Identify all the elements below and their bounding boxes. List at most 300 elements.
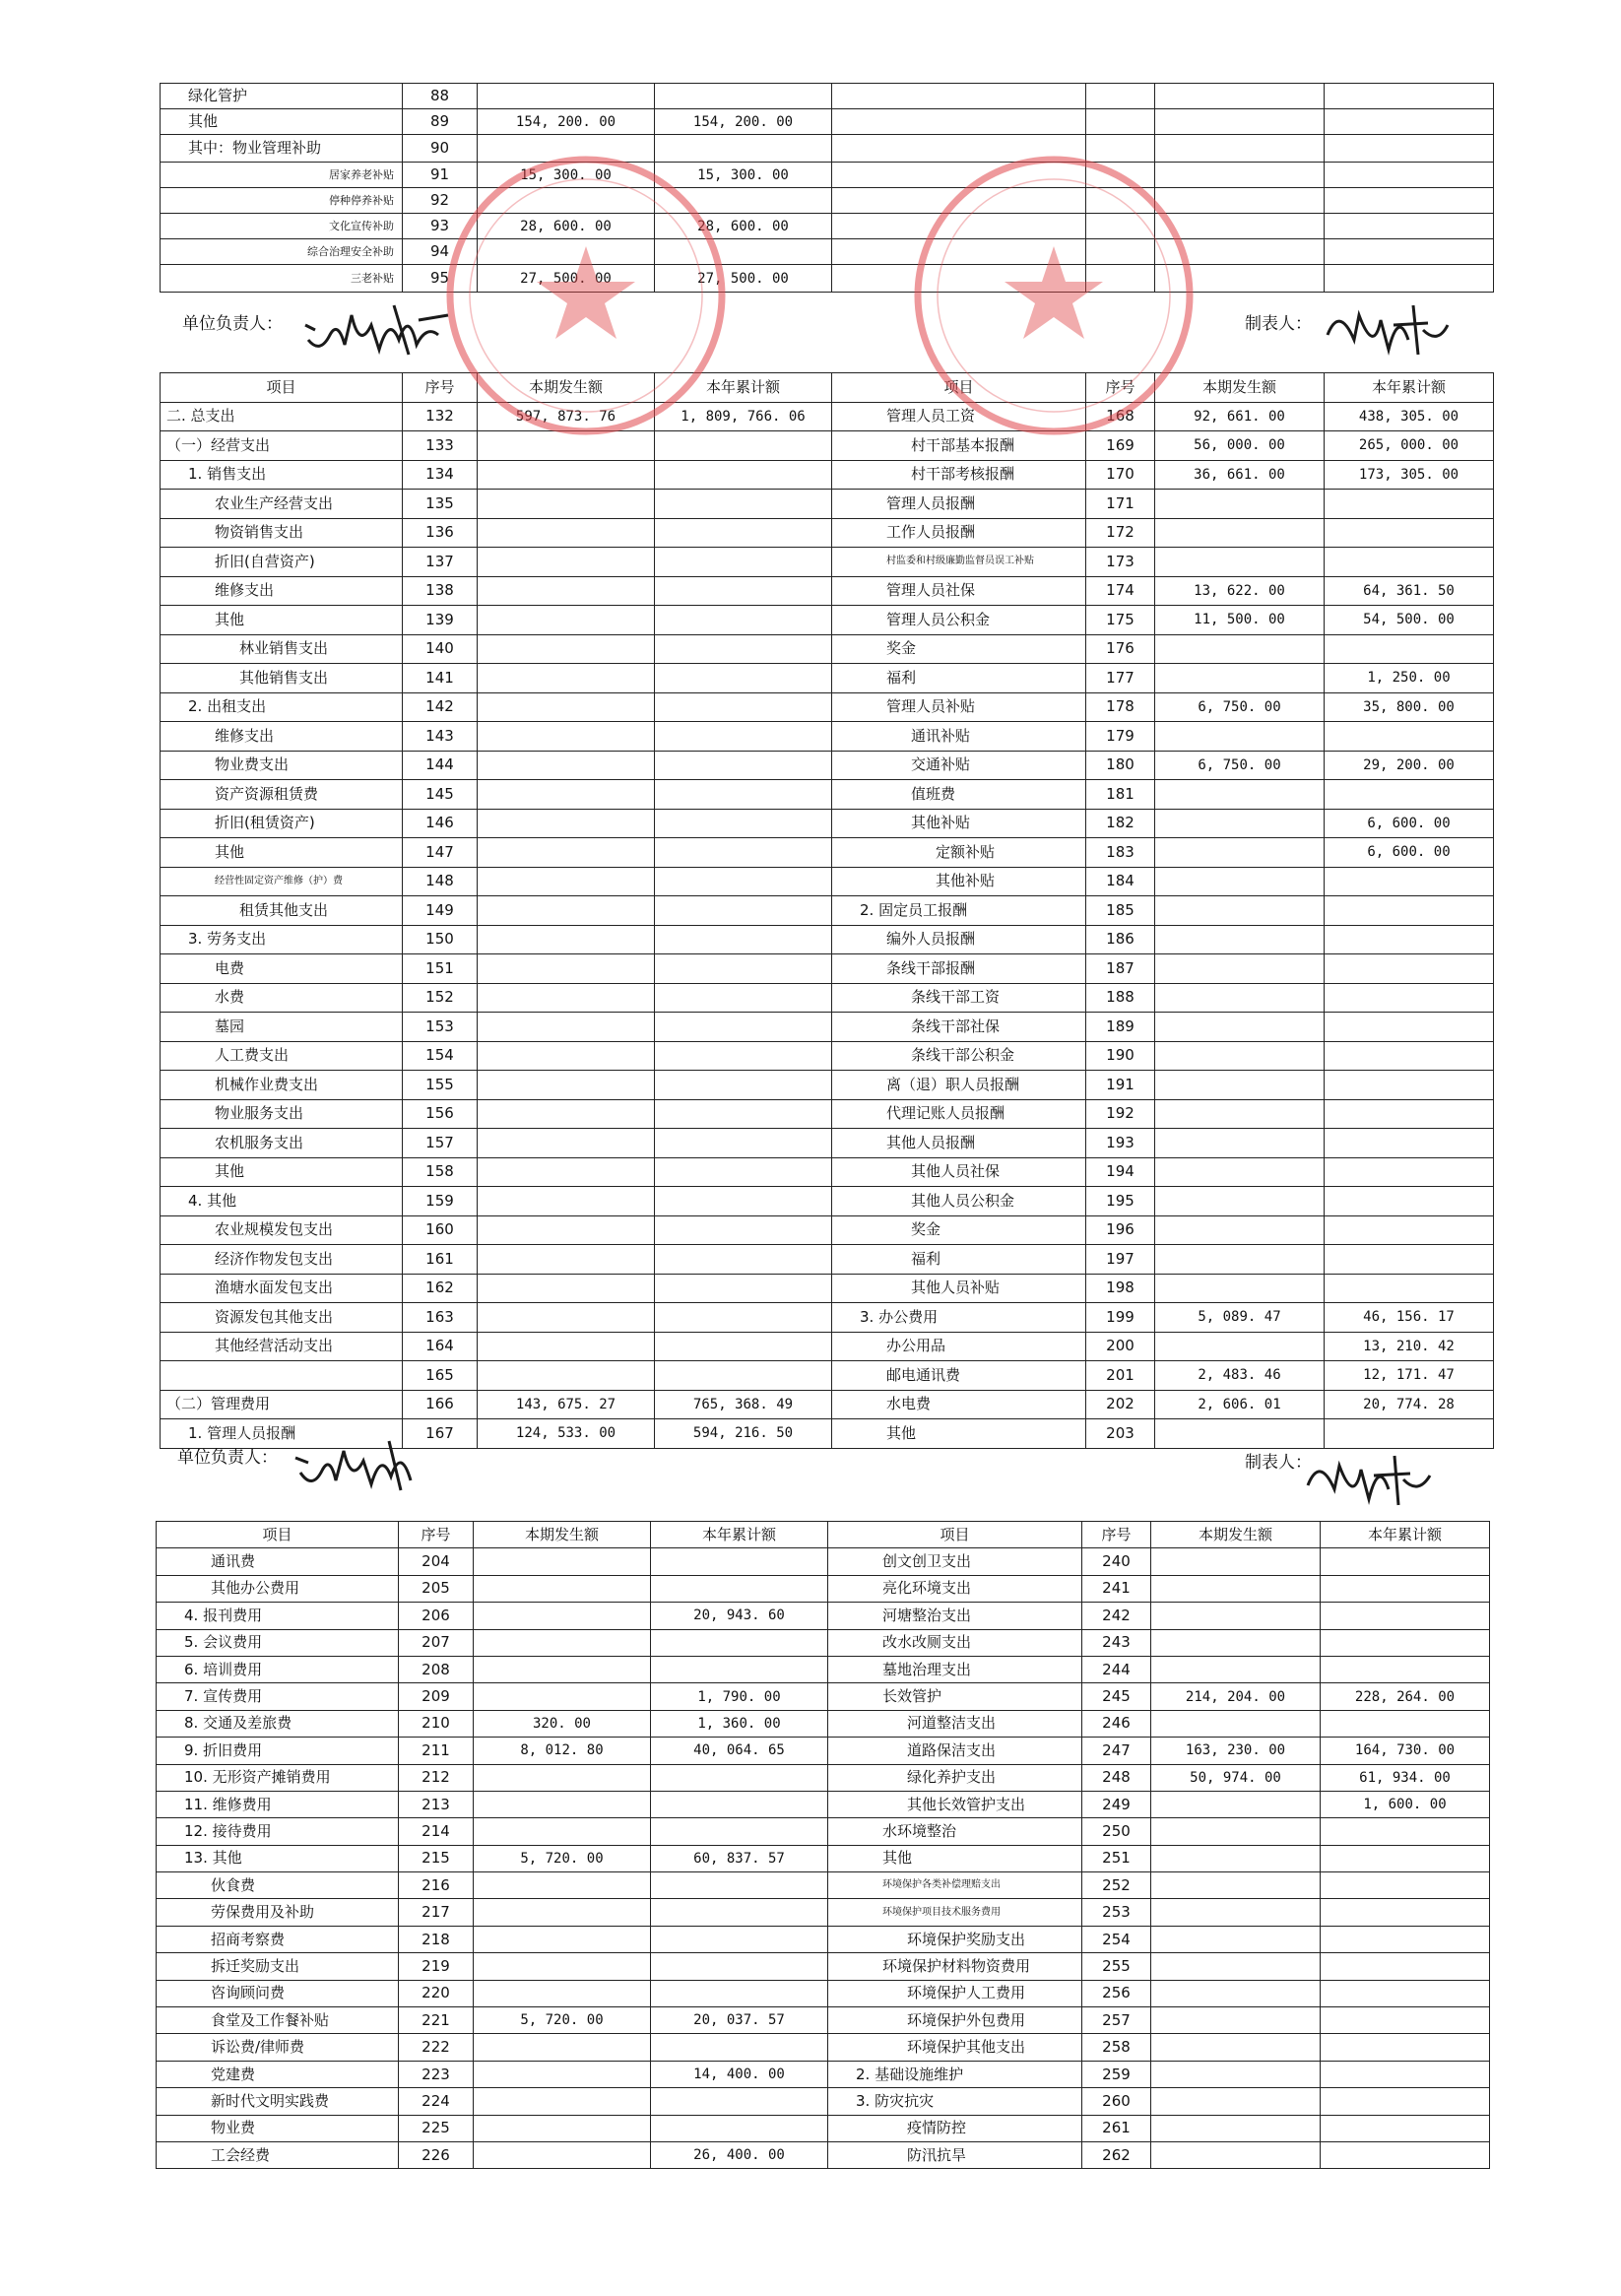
right-current-amount-cell xyxy=(1151,1710,1321,1737)
left-item-cell: 9. 折旧费用 xyxy=(157,1738,399,1764)
left-item-cell: 11. 维修费用 xyxy=(157,1791,399,1817)
empty-cell xyxy=(832,214,1086,239)
left-ytd-amount-cell: 1, 809, 766. 06 xyxy=(655,402,832,431)
left-current-amount-cell xyxy=(478,1361,655,1391)
right-item-cell: 工作人员报酬 xyxy=(832,518,1086,548)
left-item-cell: 其他 xyxy=(161,1157,403,1187)
left-item-cell: 咨询顾问费 xyxy=(157,1980,399,2006)
right-ytd-amount-cell xyxy=(1325,1129,1494,1158)
right-current-amount-cell xyxy=(1155,1041,1325,1071)
left-ytd-amount-cell xyxy=(651,1899,828,1926)
right-item-cell: 管理人员补贴 xyxy=(832,692,1086,722)
empty-cell xyxy=(1325,265,1494,293)
left-seq-cell: 138 xyxy=(403,576,478,606)
right-ytd-amount-cell: 1, 250. 00 xyxy=(1325,664,1494,693)
right-ytd-amount-cell: 46, 156. 17 xyxy=(1325,1303,1494,1333)
right-seq-cell: 178 xyxy=(1086,692,1155,722)
right-ytd-amount-cell xyxy=(1321,1548,1490,1575)
left-ytd-amount-cell: 594, 216. 50 xyxy=(655,1419,832,1449)
empty-cell xyxy=(1325,163,1494,188)
right-current-amount-cell xyxy=(1155,1187,1325,1216)
right-seq-cell: 187 xyxy=(1086,954,1155,984)
left-current-amount-cell xyxy=(474,2061,651,2087)
left-ytd-amount-cell xyxy=(651,1980,828,2006)
right-ytd-amount-cell: 20, 774. 28 xyxy=(1325,1390,1494,1419)
current-amount-cell xyxy=(478,135,655,163)
left-current-amount-cell xyxy=(478,518,655,548)
right-current-amount-cell: 2, 483. 46 xyxy=(1155,1361,1325,1391)
empty-cell xyxy=(1155,265,1325,293)
empty-cell xyxy=(832,265,1086,293)
right-seq-cell: 249 xyxy=(1082,1791,1151,1817)
left-item-cell: 13. 其他 xyxy=(157,1845,399,1871)
left-current-amount-cell xyxy=(474,2034,651,2061)
left-current-amount-cell xyxy=(478,490,655,519)
right-ytd-amount-cell: 1, 600. 00 xyxy=(1321,1791,1490,1817)
right-seq-cell: 244 xyxy=(1082,1656,1151,1682)
right-seq-cell: 240 xyxy=(1082,1548,1151,1575)
left-item-cell: 6. 培训费用 xyxy=(157,1656,399,1682)
right-item-cell: 其他人员补贴 xyxy=(832,1274,1086,1303)
left-current-amount-cell xyxy=(474,1872,651,1899)
current-amount-cell: 15, 300. 00 xyxy=(478,163,655,188)
left-ytd-amount-cell xyxy=(655,431,832,461)
left-seq-cell: 152 xyxy=(403,983,478,1013)
right-seq-cell: 168 xyxy=(1086,402,1155,431)
empty-cell xyxy=(1155,135,1325,163)
right-seq-cell: 182 xyxy=(1086,809,1155,838)
left-ytd-amount-cell: 40, 064. 65 xyxy=(651,1738,828,1764)
right-item-cell: 亮化环境支出 xyxy=(828,1575,1082,1602)
table-row xyxy=(157,1926,1490,1952)
right-seq-cell: 200 xyxy=(1086,1332,1155,1361)
right-current-amount-cell xyxy=(1155,983,1325,1013)
right-ytd-amount-cell xyxy=(1325,1274,1494,1303)
right-ytd-amount-cell: 6, 600. 00 xyxy=(1325,809,1494,838)
left-item-cell: 1. 管理人员报酬 xyxy=(161,1419,403,1449)
left-seq-cell: 154 xyxy=(403,1041,478,1071)
right-current-amount-cell xyxy=(1155,1332,1325,1361)
right-seq-cell: 241 xyxy=(1082,1575,1151,1602)
right-item-cell: 长效管护 xyxy=(828,1683,1082,1710)
right-current-amount-cell xyxy=(1151,1899,1321,1926)
table-row xyxy=(161,722,1494,752)
left-ytd-amount-cell xyxy=(655,751,832,780)
left-ytd-amount-cell xyxy=(651,1656,828,1682)
right-current-amount-cell xyxy=(1155,634,1325,664)
right-seq-cell: 186 xyxy=(1086,925,1155,954)
left-item-cell: 其他 xyxy=(161,838,403,868)
table-row xyxy=(161,84,1494,109)
right-item-cell: 疫情防控 xyxy=(828,2115,1082,2141)
left-item-cell: 3. 劳务支出 xyxy=(161,925,403,954)
left-seq-cell: 215 xyxy=(399,1845,474,1871)
unit-head-label-1: 单位负责人： xyxy=(182,314,283,334)
right-seq-cell: 251 xyxy=(1082,1845,1151,1871)
left-seq-cell: 133 xyxy=(403,431,478,461)
right-current-amount-cell xyxy=(1151,1629,1321,1656)
left-ytd-amount-cell xyxy=(655,809,832,838)
table-row xyxy=(161,606,1494,635)
left-ytd-amount-cell xyxy=(655,896,832,926)
left-seq-cell: 150 xyxy=(403,925,478,954)
table-row xyxy=(161,664,1494,693)
header-cur-left: 本期发生额 xyxy=(478,373,655,403)
header-ytd-right: 本年累计额 xyxy=(1321,1522,1490,1548)
left-ytd-amount-cell xyxy=(651,1764,828,1791)
right-current-amount-cell xyxy=(1155,838,1325,868)
left-seq-cell: 139 xyxy=(403,606,478,635)
left-item-cell: 电费 xyxy=(161,954,403,984)
left-current-amount-cell: 143, 675. 27 xyxy=(478,1390,655,1419)
right-current-amount-cell xyxy=(1151,1656,1321,1682)
right-current-amount-cell: 2, 606. 01 xyxy=(1155,1390,1325,1419)
left-item-cell: 折旧(租赁资产) xyxy=(161,809,403,838)
table-row xyxy=(157,1656,1490,1682)
right-ytd-amount-cell: 6, 600. 00 xyxy=(1325,838,1494,868)
right-current-amount-cell: 6, 750. 00 xyxy=(1155,692,1325,722)
seq-cell: 88 xyxy=(403,84,478,109)
empty-cell xyxy=(1086,214,1155,239)
right-current-amount-cell xyxy=(1155,1274,1325,1303)
preparer-signature-2 xyxy=(1300,1448,1438,1512)
right-current-amount-cell: 5, 089. 47 xyxy=(1155,1303,1325,1333)
right-current-amount-cell xyxy=(1151,1980,1321,2006)
left-ytd-amount-cell xyxy=(655,954,832,984)
left-seq-cell: 134 xyxy=(403,460,478,490)
table-row xyxy=(157,1791,1490,1817)
left-seq-cell: 219 xyxy=(399,1953,474,1980)
right-current-amount-cell: 13, 622. 00 xyxy=(1155,576,1325,606)
left-ytd-amount-cell xyxy=(655,1013,832,1042)
right-item-cell: 水电费 xyxy=(832,1390,1086,1419)
right-item-cell: 环境保护其他支出 xyxy=(828,2034,1082,2061)
top-table-body xyxy=(161,84,1494,293)
right-current-amount-cell xyxy=(1151,2115,1321,2141)
preparer-label-1: 制表人： xyxy=(1245,314,1312,334)
right-seq-cell: 199 xyxy=(1086,1303,1155,1333)
left-current-amount-cell xyxy=(478,925,655,954)
right-ytd-amount-cell xyxy=(1321,1710,1490,1737)
right-ytd-amount-cell xyxy=(1325,1245,1494,1275)
right-ytd-amount-cell xyxy=(1321,2115,1490,2141)
table-row xyxy=(161,1245,1494,1275)
table-row xyxy=(161,163,1494,188)
right-ytd-amount-cell xyxy=(1325,518,1494,548)
empty-cell xyxy=(832,109,1086,135)
left-seq-cell: 216 xyxy=(399,1872,474,1899)
left-current-amount-cell xyxy=(478,722,655,752)
right-ytd-amount-cell xyxy=(1325,1157,1494,1187)
left-current-amount-cell xyxy=(478,1303,655,1333)
left-item-cell: 通讯费 xyxy=(157,1548,399,1575)
header-seq-left: 序号 xyxy=(399,1522,474,1548)
left-current-amount-cell xyxy=(474,1629,651,1656)
item-cell: 绿化管护 xyxy=(161,84,403,109)
header-cur-left: 本期发生额 xyxy=(474,1522,651,1548)
right-ytd-amount-cell xyxy=(1325,1013,1494,1042)
table-row xyxy=(161,1303,1494,1333)
right-ytd-amount-cell xyxy=(1325,1071,1494,1100)
table-row xyxy=(161,1361,1494,1391)
right-seq-cell: 262 xyxy=(1082,2141,1151,2168)
right-item-cell: 河塘整治支出 xyxy=(828,1603,1082,1629)
right-ytd-amount-cell: 13, 210. 42 xyxy=(1325,1332,1494,1361)
right-item-cell: 条线干部公积金 xyxy=(832,1041,1086,1071)
left-seq-cell: 136 xyxy=(403,518,478,548)
empty-cell xyxy=(1325,109,1494,135)
table-row xyxy=(157,1629,1490,1656)
empty-cell xyxy=(1155,239,1325,265)
right-current-amount-cell xyxy=(1155,1013,1325,1042)
table-row xyxy=(161,809,1494,838)
table-row xyxy=(161,1099,1494,1129)
left-current-amount-cell xyxy=(474,1899,651,1926)
left-current-amount-cell xyxy=(474,2088,651,2115)
right-item-cell: 环境保护外包费用 xyxy=(828,2007,1082,2034)
seq-cell: 90 xyxy=(403,135,478,163)
left-current-amount-cell xyxy=(478,954,655,984)
table-row xyxy=(157,1603,1490,1629)
left-ytd-amount-cell xyxy=(655,1274,832,1303)
header-item-right: 项目 xyxy=(832,373,1086,403)
table-row xyxy=(161,1071,1494,1100)
right-ytd-amount-cell xyxy=(1321,1899,1490,1926)
right-current-amount-cell xyxy=(1151,2088,1321,2115)
table-row xyxy=(161,1041,1494,1071)
table-row xyxy=(161,109,1494,135)
right-current-amount-cell xyxy=(1151,1791,1321,1817)
right-item-cell: 环境保护各类补偿理赔支出 xyxy=(828,1872,1082,1899)
left-seq-cell: 213 xyxy=(399,1791,474,1817)
left-ytd-amount-cell xyxy=(655,518,832,548)
right-item-cell: 墓地治理支出 xyxy=(828,1656,1082,1682)
right-ytd-amount-cell: 54, 500. 00 xyxy=(1325,606,1494,635)
right-seq-cell: 183 xyxy=(1086,838,1155,868)
left-item-cell: 林业销售支出 xyxy=(161,634,403,664)
header-item-left: 项目 xyxy=(157,1522,399,1548)
right-ytd-amount-cell: 12, 171. 47 xyxy=(1325,1361,1494,1391)
right-seq-cell: 245 xyxy=(1082,1683,1151,1710)
left-ytd-amount-cell xyxy=(655,1041,832,1071)
right-item-cell: 绿化养护支出 xyxy=(828,1764,1082,1791)
right-seq-cell: 172 xyxy=(1086,518,1155,548)
table-row xyxy=(161,135,1494,163)
left-current-amount-cell xyxy=(474,1980,651,2006)
current-amount-cell: 154, 200. 00 xyxy=(478,109,655,135)
ytd-amount-cell: 28, 600. 00 xyxy=(655,214,832,239)
right-seq-cell: 177 xyxy=(1086,664,1155,693)
right-seq-cell: 173 xyxy=(1086,548,1155,577)
right-seq-cell: 193 xyxy=(1086,1129,1155,1158)
right-current-amount-cell xyxy=(1155,1215,1325,1245)
item-cell: 文化宣传补助 xyxy=(161,214,403,239)
empty-cell xyxy=(1086,265,1155,293)
right-current-amount-cell xyxy=(1155,664,1325,693)
table-row xyxy=(157,2115,1490,2141)
left-current-amount-cell xyxy=(478,751,655,780)
right-item-cell: 奖金 xyxy=(832,634,1086,664)
table-row xyxy=(161,548,1494,577)
left-ytd-amount-cell xyxy=(655,664,832,693)
left-item-cell: 7. 宣传费用 xyxy=(157,1683,399,1710)
right-seq-cell: 243 xyxy=(1082,1629,1151,1656)
right-seq-cell: 192 xyxy=(1086,1099,1155,1129)
left-current-amount-cell xyxy=(478,431,655,461)
table-row xyxy=(161,402,1494,431)
left-current-amount-cell xyxy=(478,1157,655,1187)
right-ytd-amount-cell: 265, 000. 00 xyxy=(1325,431,1494,461)
header-item-right: 项目 xyxy=(828,1522,1082,1548)
right-ytd-amount-cell xyxy=(1325,954,1494,984)
right-seq-cell: 202 xyxy=(1086,1390,1155,1419)
left-current-amount-cell xyxy=(478,664,655,693)
left-current-amount-cell xyxy=(478,1215,655,1245)
current-amount-cell: 27, 500. 00 xyxy=(478,265,655,293)
right-current-amount-cell: 56, 000. 00 xyxy=(1155,431,1325,461)
left-item-cell: （二）管理费用 xyxy=(161,1390,403,1419)
ytd-amount-cell xyxy=(655,239,832,265)
right-item-cell: 值班费 xyxy=(832,780,1086,810)
empty-cell xyxy=(1086,163,1155,188)
right-item-cell: 条线干部报酬 xyxy=(832,954,1086,984)
left-item-cell: 二. 总支出 xyxy=(161,402,403,431)
right-current-amount-cell xyxy=(1155,780,1325,810)
left-item-cell xyxy=(161,1361,403,1391)
left-current-amount-cell xyxy=(478,1187,655,1216)
table-row xyxy=(157,1683,1490,1710)
table-row xyxy=(157,1980,1490,2006)
header-ytd-left: 本年累计额 xyxy=(651,1522,828,1548)
right-item-cell: 水环境整治 xyxy=(828,1818,1082,1845)
table-row xyxy=(161,1129,1494,1158)
empty-cell xyxy=(1325,135,1494,163)
right-item-cell: 定额补贴 xyxy=(832,838,1086,868)
left-seq-cell: 205 xyxy=(399,1575,474,1602)
left-item-cell: 12. 接待费用 xyxy=(157,1818,399,1845)
right-item-cell: 管理人员工资 xyxy=(832,402,1086,431)
empty-cell xyxy=(1086,239,1155,265)
expense-table-2-body xyxy=(157,1522,1490,2169)
left-item-cell: 党建费 xyxy=(157,2061,399,2087)
left-seq-cell: 153 xyxy=(403,1013,478,1042)
empty-cell xyxy=(1155,188,1325,214)
right-seq-cell: 252 xyxy=(1082,1872,1151,1899)
left-current-amount-cell xyxy=(478,1245,655,1275)
current-amount-cell xyxy=(478,239,655,265)
left-current-amount-cell xyxy=(474,1683,651,1710)
right-current-amount-cell xyxy=(1155,1419,1325,1449)
left-seq-cell: 222 xyxy=(399,2034,474,2061)
right-current-amount-cell xyxy=(1155,809,1325,838)
right-current-amount-cell xyxy=(1155,1099,1325,1129)
right-current-amount-cell xyxy=(1155,1129,1325,1158)
table-row xyxy=(161,1332,1494,1361)
top-table xyxy=(160,83,1494,293)
right-current-amount-cell: 36, 661. 00 xyxy=(1155,460,1325,490)
left-current-amount-cell xyxy=(478,548,655,577)
left-current-amount-cell: 124, 533. 00 xyxy=(478,1419,655,1449)
expense-table-2 xyxy=(156,1521,1490,2169)
right-ytd-amount-cell: 29, 200. 00 xyxy=(1325,751,1494,780)
table-row xyxy=(157,1764,1490,1791)
right-item-cell: 其他 xyxy=(828,1845,1082,1871)
seq-cell: 93 xyxy=(403,214,478,239)
table-row xyxy=(157,1872,1490,1899)
right-current-amount-cell xyxy=(1151,1845,1321,1871)
left-item-cell: 租赁其他支出 xyxy=(161,896,403,926)
empty-cell xyxy=(1325,84,1494,109)
right-current-amount-cell xyxy=(1155,722,1325,752)
left-current-amount-cell xyxy=(474,2141,651,2168)
table-row xyxy=(161,1390,1494,1419)
table-row xyxy=(161,239,1494,265)
right-ytd-amount-cell xyxy=(1321,1926,1490,1952)
table-row xyxy=(157,1548,1490,1575)
header-item-left: 项目 xyxy=(161,373,403,403)
left-item-cell: 8. 交通及差旅费 xyxy=(157,1710,399,1737)
left-ytd-amount-cell xyxy=(655,1099,832,1129)
left-seq-cell: 132 xyxy=(403,402,478,431)
right-current-amount-cell: 92, 661. 00 xyxy=(1155,402,1325,431)
right-item-cell: 河道整洁支出 xyxy=(828,1710,1082,1737)
right-item-cell: 福利 xyxy=(832,664,1086,693)
right-seq-cell: 246 xyxy=(1082,1710,1151,1737)
right-current-amount-cell xyxy=(1151,2007,1321,2034)
left-seq-cell: 167 xyxy=(403,1419,478,1449)
left-ytd-amount-cell xyxy=(651,1926,828,1952)
left-seq-cell: 163 xyxy=(403,1303,478,1333)
table-row xyxy=(161,1215,1494,1245)
right-current-amount-cell xyxy=(1155,1071,1325,1100)
table-row xyxy=(161,751,1494,780)
right-item-cell: 其他 xyxy=(832,1419,1086,1449)
left-seq-cell: 211 xyxy=(399,1738,474,1764)
left-ytd-amount-cell: 1, 790. 00 xyxy=(651,1683,828,1710)
right-item-cell: 其他人员报酬 xyxy=(832,1129,1086,1158)
left-seq-cell: 225 xyxy=(399,2115,474,2141)
right-ytd-amount-cell xyxy=(1321,1603,1490,1629)
left-current-amount-cell xyxy=(474,1656,651,1682)
left-ytd-amount-cell: 1, 360. 00 xyxy=(651,1710,828,1737)
right-seq-cell: 191 xyxy=(1086,1071,1155,1100)
right-seq-cell: 250 xyxy=(1082,1818,1151,1845)
left-seq-cell: 142 xyxy=(403,692,478,722)
right-current-amount-cell xyxy=(1155,548,1325,577)
left-current-amount-cell xyxy=(474,1603,651,1629)
right-ytd-amount-cell xyxy=(1325,548,1494,577)
table-row xyxy=(161,867,1494,896)
right-item-cell: 村干部考核报酬 xyxy=(832,460,1086,490)
left-ytd-amount-cell: 765, 368. 49 xyxy=(655,1390,832,1419)
right-item-cell: 邮电通讯费 xyxy=(832,1361,1086,1391)
right-item-cell: 编外人员报酬 xyxy=(832,925,1086,954)
table-row xyxy=(157,1710,1490,1737)
table-row xyxy=(161,838,1494,868)
left-item-cell: 农业规模发包支出 xyxy=(161,1215,403,1245)
left-seq-cell: 137 xyxy=(403,548,478,577)
right-ytd-amount-cell xyxy=(1321,1818,1490,1845)
left-seq-cell: 209 xyxy=(399,1683,474,1710)
left-ytd-amount-cell xyxy=(655,576,832,606)
table-row xyxy=(157,1899,1490,1926)
left-seq-cell: 144 xyxy=(403,751,478,780)
ytd-amount-cell xyxy=(655,135,832,163)
item-cell: 三老补贴 xyxy=(161,265,403,293)
right-current-amount-cell xyxy=(1155,954,1325,984)
left-item-cell: 4. 报刊费用 xyxy=(157,1603,399,1629)
table-row xyxy=(157,2034,1490,2061)
